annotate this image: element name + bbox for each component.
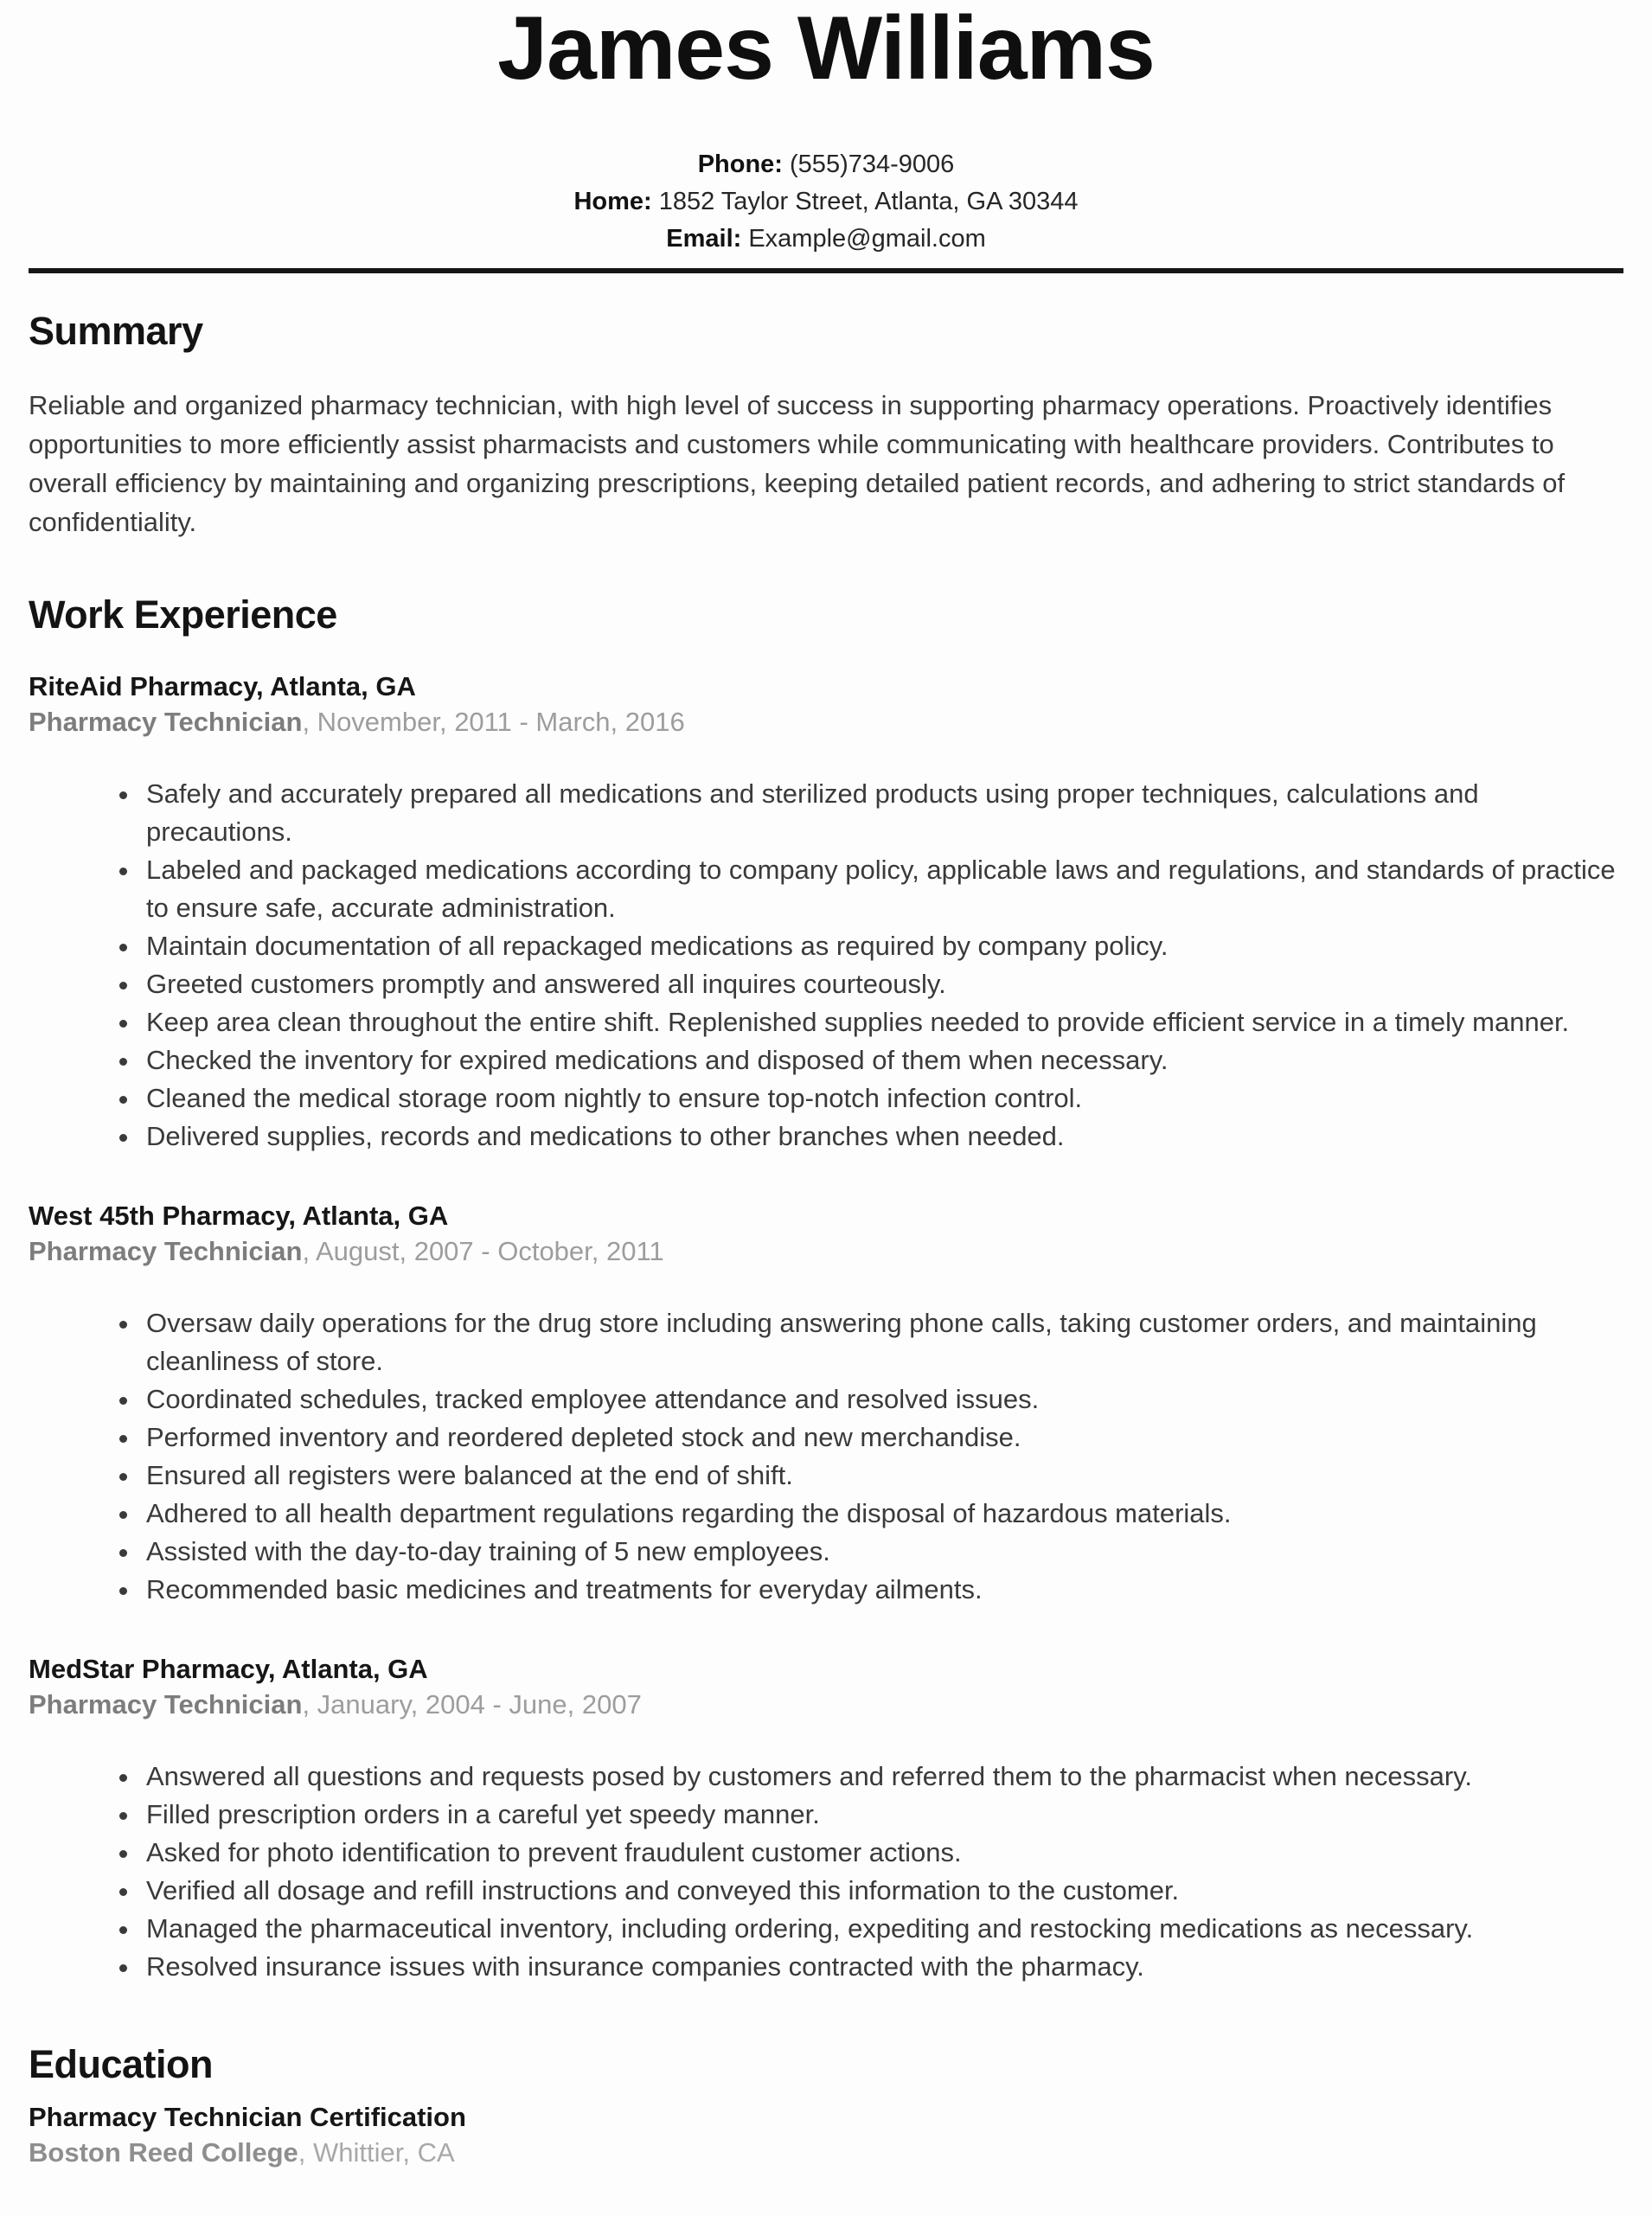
job-dates: , January, 2004 - June, 2007 bbox=[302, 1689, 642, 1720]
job-role-line bbox=[29, 1687, 1623, 1723]
bullet-item: • Assisted with the day-to-day training of 5 new employees. bbox=[141, 1533, 1623, 1571]
summary-text: Reliable and organized pharmacy technician, with high level of success in supporting pharmacy operations. Proactively identifies opportunities to more efficiently assist pharmacists and customers while communicating with healthcare providers. Contributes to overall efficiency by maintaining and organizing prescriptions, keeping detailed patient records, and adhering to strict standards of confidentiality. bbox=[29, 390, 1566, 538]
education-entry bbox=[29, 2100, 1623, 2171]
bullet-item: • Greeted customers promptly and answered all inquires courteously. bbox=[141, 965, 1623, 1003]
contact-home-line bbox=[29, 183, 1623, 221]
job-role: Pharmacy Technician bbox=[29, 707, 303, 738]
job-bullet-list bbox=[29, 1304, 1623, 1609]
summary-heading: Summary bbox=[29, 309, 203, 354]
bullet-item: • Asked for photo identification to prevent fraudulent customer actions. bbox=[141, 1834, 1623, 1872]
bullet-item: • Managed the pharmaceutical inventory, including ordering, expediting and restocking medications as necessary. bbox=[141, 1910, 1623, 1948]
bullet-item: • Coordinated schedules, tracked employee attendance and resolved issues. bbox=[141, 1380, 1623, 1419]
bullet-item: • Filled prescription orders in a careful yet speedy manner. bbox=[141, 1796, 1623, 1834]
education-school: Boston Reed College bbox=[29, 2137, 298, 2168]
contact-email-label: Email: bbox=[666, 225, 742, 253]
bullet-item: • Recommended basic medicines and treatments for everyday ailments. bbox=[141, 1571, 1623, 1609]
bullet-item: • Cleaned the medical storage room nightly to ensure top-notch infection control. bbox=[141, 1079, 1623, 1118]
education-degree: Pharmacy Technician Certification bbox=[29, 2102, 466, 2133]
job-bullet-list bbox=[29, 1758, 1623, 1986]
contact-email-line bbox=[29, 221, 1623, 258]
job-entry-riteaid bbox=[29, 669, 1623, 1156]
bullet-item: • Delivered supplies, records and medications to other branches when needed. bbox=[141, 1118, 1623, 1156]
job-bullet-list bbox=[29, 775, 1623, 1156]
work-experience-heading: Work Experience bbox=[29, 592, 337, 637]
job-role: Pharmacy Technician bbox=[29, 1236, 303, 1267]
contact-home-label: Home: bbox=[573, 188, 652, 216]
contact-block bbox=[29, 146, 1623, 258]
header-divider bbox=[29, 268, 1623, 273]
job-dates: , August, 2007 - October, 2011 bbox=[302, 1236, 664, 1267]
bullet-item: • Answered all questions and requests posed by customers and referred them to the pharmacist when necessary. bbox=[141, 1758, 1623, 1796]
job-company: RiteAid Pharmacy, Atlanta, GA bbox=[29, 671, 416, 702]
education-school-line bbox=[29, 2135, 1623, 2171]
contact-phone-value: (555)734-9006 bbox=[782, 151, 955, 179]
bullet-item: • Oversaw daily operations for the drug store including answering phone calls, taking customer orders, and maintaining cleanliness of store. bbox=[141, 1304, 1623, 1380]
job-role-line bbox=[29, 1233, 1623, 1270]
job-company: West 45th Pharmacy, Atlanta, GA bbox=[29, 1201, 449, 1232]
bullet-item: • Resolved insurance issues with insurance companies contracted with the pharmacy. bbox=[141, 1948, 1623, 1986]
contact-email-value: Example@gmail.com bbox=[741, 225, 986, 253]
job-entry-west45th bbox=[29, 1199, 1623, 1609]
resume-page bbox=[0, 2, 1652, 2171]
contact-home-value: 1852 Taylor Street, Atlanta, GA 30344 bbox=[651, 188, 1079, 216]
bullet-item: • Ensured all registers were balanced at the end of shift. bbox=[141, 1457, 1623, 1495]
bullet-item: • Performed inventory and reordered depleted stock and new merchandise. bbox=[141, 1419, 1623, 1457]
job-dates: , November, 2011 - March, 2016 bbox=[302, 707, 685, 738]
bullet-item: • Adhered to all health department regulations regarding the disposal of hazardous materials. bbox=[141, 1495, 1623, 1533]
bullet-item: • Labeled and packaged medications according to company policy, applicable laws and regulations, and standards of practice to ensure safe, accurate administration. bbox=[141, 851, 1623, 927]
job-entry-medstar bbox=[29, 1652, 1623, 1986]
education-heading: Education bbox=[29, 2042, 214, 2087]
contact-phone-line bbox=[29, 146, 1623, 183]
bullet-item: • Maintain documentation of all repackaged medications as required by company policy. bbox=[141, 927, 1623, 965]
bullet-item: • Verified all dosage and refill instructions and conveyed this information to the customer. bbox=[141, 1872, 1623, 1910]
bullet-item: • Keep area clean throughout the entire shift. Replenished supplies needed to provide efficient service in a timely manner. bbox=[141, 1003, 1623, 1041]
contact-phone-label: Phone: bbox=[697, 151, 783, 179]
job-role: Pharmacy Technician bbox=[29, 1689, 303, 1720]
job-company: MedStar Pharmacy, Atlanta, GA bbox=[29, 1654, 428, 1685]
bullet-item: • Checked the inventory for expired medications and disposed of them when necessary. bbox=[141, 1041, 1623, 1079]
job-role-line bbox=[29, 704, 1623, 740]
person-name: James Williams bbox=[497, 0, 1155, 99]
bullet-item: • Safely and accurately prepared all medications and sterilized products using proper techniques, calculations and precautions. bbox=[141, 775, 1623, 851]
education-location: , Whittier, CA bbox=[298, 2137, 455, 2168]
